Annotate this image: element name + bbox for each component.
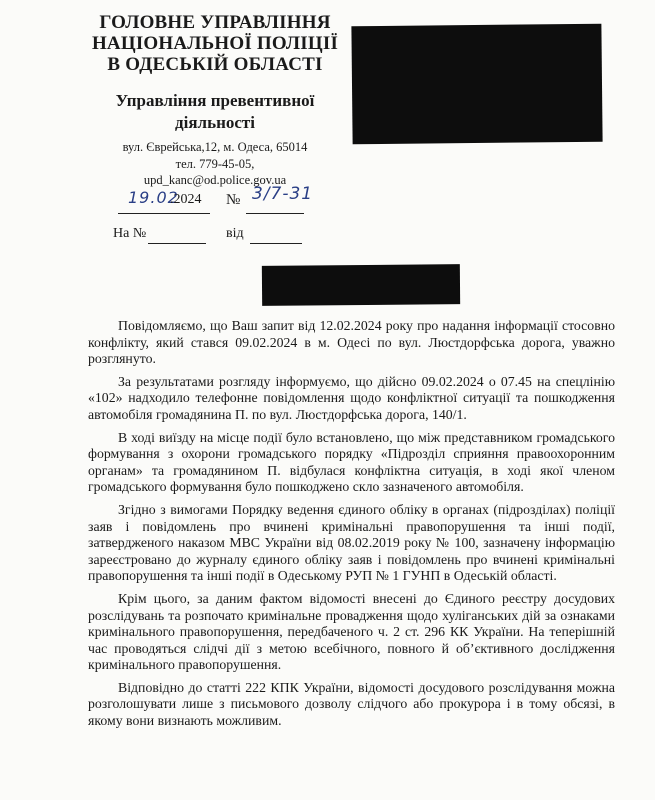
date-year: .2024 [170,192,202,207]
phone: тел. 779-45-05, [175,156,255,171]
paragraph-6: Відповідно до статті 222 КПК України, відомості досудового розслідування можна розголошувати лише з письмового дозволу слідчого або прокурора і в тому обсязі, в якому вони визнають можливим. [88,679,615,729]
email: upd_kanc@od.police.gov.ua [143,173,287,187]
department-name [95,90,335,134]
paragraph-4: Згідно з вимогами Порядку ведення єдиного обліку в органах (підрозділах) поліції заяв і повідомлень про вчинені кримінальні правопорушення та інші події, затвердженого наказом МВС України від 08.02.2019 року № 100, зазначену інформацію зареєстровано до журналу єдиного обліку заяв і повідомлень про вчинені кримінальні правопорушення та інші події в Одеському РУП № 1 ГУНП в Одеській області. [88,501,615,584]
contact-block [100,139,330,189]
handwritten-date: 19.02 [128,188,179,207]
number-underline [246,213,304,214]
from-label: від [226,226,244,241]
org-line-1: ГОЛОВНЕ УПРАВЛІННЯ [99,12,331,33]
letter-body [88,318,615,736]
handwritten-number: 3/7-31 [252,184,314,204]
paragraph-5: Крім цього, за даним фактом відомості внесені до Єдиного реєстру досудових розслідувань та розпочато кримінальне провадження щодо хуліганських дій за ознаками кримінального правопорушення, передбаченого ч. 2 ст. 296 КК України. На теперішній час проводяться слідчі дії з метою всебічного, повного й об’єктивного дослідження кримінального правопорушення. [88,590,615,673]
address: вул. Єврейська,12, м. Одеса, 65014 [122,140,308,154]
in-reply-underline [148,243,206,244]
redacted-recipient-block [351,24,602,145]
organization-name [90,12,340,75]
number-sign: № [226,192,241,208]
paragraph-1: Повідомляємо, що Ваш запит від 12.02.2024 року про надання інформації стосовно конфлікту, який стався 09.02.2024 в м. Одесі по вул. Люстдорфська дорога, уважно розглянуто. [88,318,615,367]
redacted-recipient-name [262,264,460,306]
dept-line-2: діяльності [175,113,255,132]
from-underline [250,243,302,244]
org-line-2: НАЦІОНАЛЬНОЇ ПОЛІЦІЇ [91,33,339,54]
paragraph-2: За результатами розгляду інформуємо, що дійсно 09.02.2024 о 07.45 на спецлінію «102» надходило телефонне повідомлення щодо конфліктної ситуації та пошкодження автомобіля громадянина П. по вул. Люстдорфська дорога, 140/1. [88,373,615,422]
dept-line-1: Управління превентивної [115,91,315,110]
paragraph-3: В ході виїзду на місце події було встановлено, що між представником громадського формування з охорони громадського порядку «Підрозділ сприяння правоохоронним органам» та громадянином П. відбулася конфліктна ситуація, в ході якої членом громадського формування було пошкоджено скло зазначеного автомобіля. [88,429,615,495]
org-line-3: В ОДЕСЬКІЙ ОБЛАСТІ [107,54,323,75]
in-reply-label: На № [113,226,147,241]
date-underline [118,213,210,214]
